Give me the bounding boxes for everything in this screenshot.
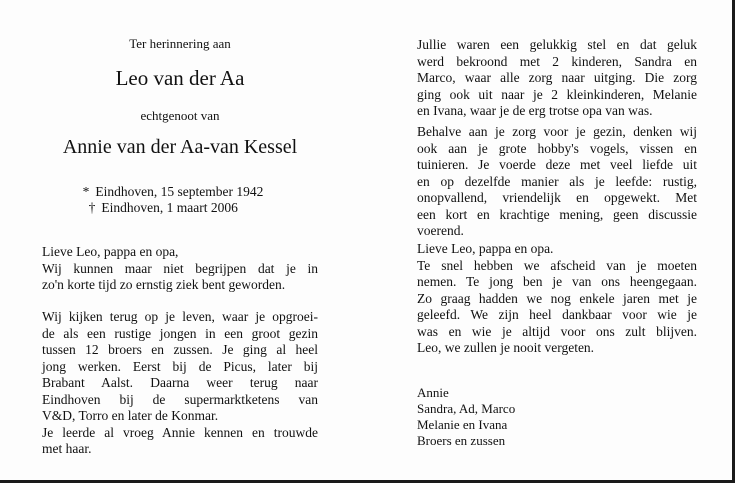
life-dates <box>80 184 263 216</box>
text-line: en op dezelfde manier als je leefde: rustig, <box>417 173 697 189</box>
text-line: Wij kunnen maar niet begrijpen dat je in <box>42 260 318 276</box>
birth-star-icon: * <box>82 184 90 199</box>
deceased-name: Leo van der Aa <box>115 66 245 90</box>
text-line: Leo, we zullen je nooit vergeten. <box>417 340 595 355</box>
text-line: zo'n korte tijd zo ernstig ziek bent geworden. <box>42 277 286 292</box>
text-line: Lieve Leo, pappa en opa, <box>42 244 179 259</box>
intro-text: Ter herinnering aan <box>129 36 231 51</box>
signature-line: Sandra, Ad, Marco <box>417 401 516 416</box>
text-line: jong werken. Eerst bij de Picus, later bij <box>42 358 318 374</box>
spouse-intro-text: echtgenoot van <box>140 108 220 123</box>
right-paragraph-2 <box>417 124 697 240</box>
birth-date: Eindhoven, 15 september 1942 <box>95 184 264 199</box>
text-line: werd bekroond met 2 kinderen, Sandra en <box>417 53 697 69</box>
text-line: onopvallend, vriendelijk en opgewekt. Met <box>417 190 697 205</box>
text-line: ook aan je grote hobby's vogels, vissen en <box>417 140 697 156</box>
text-line: Jullie waren een gelukkig stel en dat geluk <box>417 37 697 52</box>
text-line: Wij kijken terug op je leven, waar je opgroei- <box>42 309 318 324</box>
death-row <box>80 200 263 216</box>
text-line: ging ook uit naar je 2 kleinkinderen, Melanie <box>417 86 697 102</box>
signatures <box>417 385 515 449</box>
text-line: Te snel hebben we afscheid van je moeten <box>417 257 697 273</box>
text-line: Je leerde al vroeg Annie kennen en trouwde <box>42 424 318 440</box>
signature-line: Melanie en Ivana <box>417 417 508 432</box>
text-line: geleefd. We zijn heel dankbaar voor wie je <box>417 307 697 322</box>
text-line: tuinieren. Je voerde deze met veel liefde uit <box>417 157 697 172</box>
text-line: Marco, waar alle zorg naar uitging. Die zorg <box>417 70 697 85</box>
spouse-name: Annie van der Aa-van Kessel <box>62 136 298 158</box>
text-line: Brabant Aalst. Daarna weer terug naar <box>42 375 318 390</box>
left-paragraph-2 <box>42 309 318 458</box>
text-line: met haar. <box>42 441 92 456</box>
text-line: Eindhoven bij de supermarktketens van <box>42 391 318 407</box>
right-paragraph-3 <box>417 241 697 357</box>
text-line: Lieve Leo, pappa en opa. <box>417 241 554 256</box>
text-line: een kort en krachtige mening, geen discussie <box>417 206 697 222</box>
text-line: en Ivana, waar je de erg trotse opa van was. <box>417 103 653 118</box>
death-date: Eindhoven, 1 maart 2006 <box>101 200 238 215</box>
text-line: Zo graag hadden we nog enkele jaren met je <box>417 290 697 306</box>
text-line: tussen 12 broers en zussen. Je ging al heel <box>42 342 318 357</box>
death-cross-icon: † <box>88 200 96 215</box>
left-paragraph-1 <box>42 244 318 294</box>
text-line: nemen. Te jong ben je van ons heengegaan. <box>417 274 697 289</box>
text-line: Behalve aan je zorg voor je gezin, denken wij <box>417 124 697 139</box>
text-line: de als een rustige jongen in een groot gezin <box>42 325 318 341</box>
right-paragraph-1 <box>417 37 697 120</box>
birth-row <box>80 184 263 200</box>
signature-line: Broers en zussen <box>417 433 506 448</box>
text-line: was en wie je altijd voor ons zult blijven. <box>417 323 697 339</box>
text-line: V&D, Torro en later de Konmar. <box>42 408 219 423</box>
text-line: voerend. <box>417 223 464 238</box>
signature-line: Annie <box>417 385 449 400</box>
